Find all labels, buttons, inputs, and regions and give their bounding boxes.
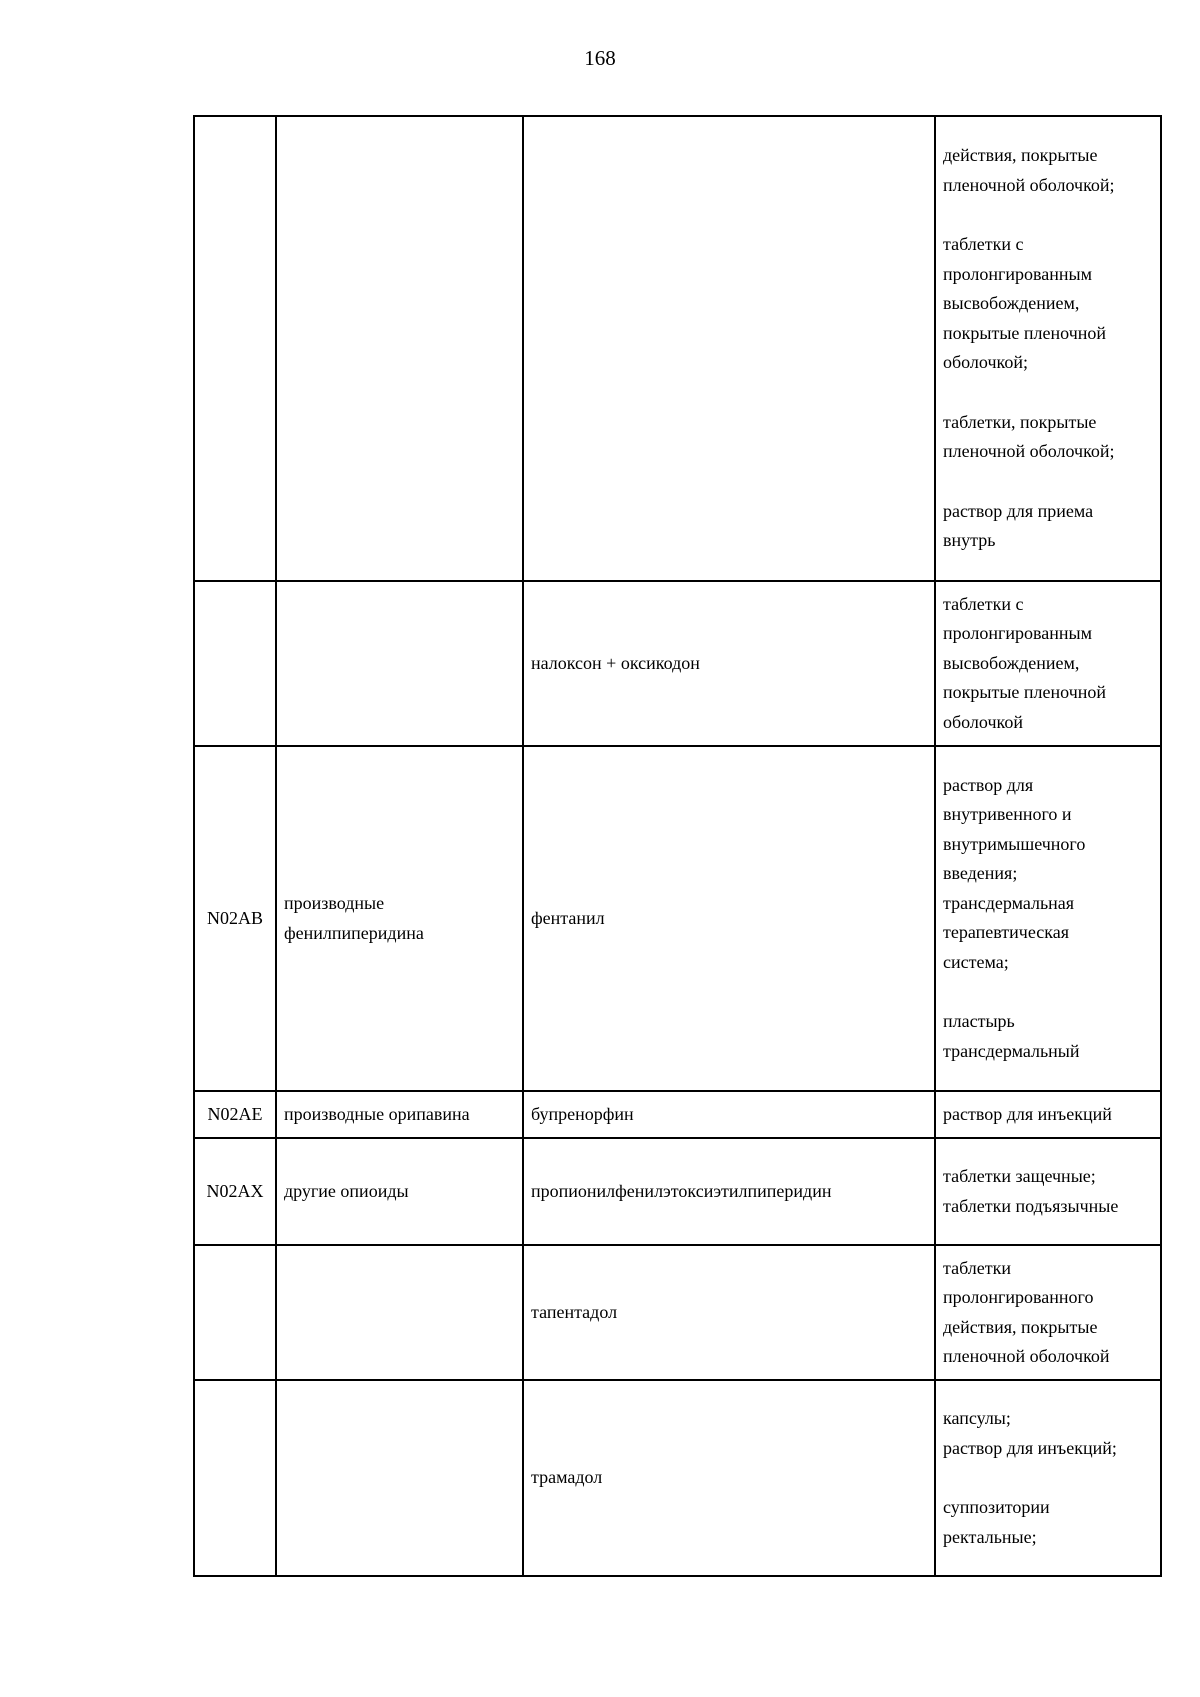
dosage-form-line: таблетки [943, 1257, 1012, 1278]
dosage-form-line: таблетки подъязычные [943, 1195, 1119, 1216]
substance-cell [523, 1091, 935, 1138]
dosage-forms-cell [935, 1245, 1161, 1380]
group-cell [276, 116, 523, 581]
dosage-form-line: ректальные; [943, 1526, 1037, 1547]
dosage-forms-cell [935, 116, 1161, 581]
paragraph-gap [943, 467, 1153, 497]
dosage-form-line: таблетки, покрытые [943, 411, 1097, 432]
atc-code-cell [194, 581, 276, 746]
dosage-forms-cell [935, 581, 1161, 746]
dosage-form-line: таблетки с [943, 593, 1024, 614]
dosage-form-line: раствор для инъекций [943, 1103, 1112, 1124]
table-row [194, 1138, 1161, 1245]
dosage-form-line: таблетки с [943, 234, 1024, 255]
paragraph-gap [943, 200, 1153, 230]
drug-table [193, 115, 1162, 1577]
paragraph-gap [943, 1463, 1153, 1493]
dosage-form-line: таблетки защечные; [943, 1166, 1096, 1186]
group-cell [276, 746, 523, 1091]
substance-cell [523, 1245, 935, 1380]
group-line: другие опиоиды [284, 1180, 409, 1201]
paragraph-gap [943, 977, 1153, 1007]
group-cell [276, 1245, 523, 1380]
dosage-form-line: пленочной оболочкой [943, 1346, 1110, 1366]
dosage-form-line: пролонгированного [943, 1287, 1094, 1307]
table-row [194, 1245, 1161, 1380]
atc-code-cell [194, 1138, 276, 1245]
table-row [194, 746, 1161, 1091]
dosage-form-line: оболочкой; [943, 352, 1028, 373]
page-number: 168 [584, 46, 616, 70]
substance-name: фентанил [531, 907, 605, 928]
dosage-form-line: суппозитории [943, 1497, 1050, 1517]
atc-code-cell [194, 1245, 276, 1380]
atc-code: N02AB [206, 907, 263, 928]
dosage-form-line: действия, покрытые [943, 145, 1098, 166]
substance-cell [523, 116, 935, 581]
dosage-form-line: трансдермальная [943, 892, 1075, 913]
table-body [194, 116, 1161, 1576]
group-cell [276, 581, 523, 746]
group-line: фенилпиперидина [284, 922, 424, 943]
dosage-form-line: трансдермальный [943, 1040, 1080, 1061]
dosage-forms-cell [935, 1138, 1161, 1245]
substance-name: пропионилфенилэтоксиэтилпиперидин [531, 1180, 832, 1201]
group-cell [276, 1138, 523, 1245]
table-row [194, 1091, 1161, 1138]
dosage-form-line: введения; [943, 863, 1018, 884]
atc-code: N02AX [206, 1180, 264, 1201]
substance-name: трамадол [531, 1467, 603, 1488]
dosage-form-line: пленочной оболочкой; [943, 441, 1115, 462]
substance-name: тапентадол [531, 1301, 618, 1322]
substance-name: бупренорфин [531, 1103, 634, 1124]
dosage-form-line: раствор для [943, 774, 1034, 795]
table-row [194, 116, 1161, 581]
dosage-form-line: оболочкой [943, 711, 1023, 732]
atc-code-cell [194, 116, 276, 581]
dosage-form-line: внутримышечного [943, 833, 1086, 854]
dosage-forms-cell [935, 1380, 1161, 1576]
dosage-form-line: покрытые пленочной [943, 682, 1107, 703]
dosage-form-line: высвобождением, [943, 293, 1080, 314]
group-cell [276, 1091, 523, 1138]
dosage-form-line: раствор для приема [943, 500, 1094, 521]
atc-code-cell [194, 746, 276, 1091]
atc-code: N02AE [207, 1103, 263, 1124]
paragraph-gap [943, 378, 1153, 408]
dosage-form-line: действия, покрытые [943, 1316, 1098, 1337]
dosage-form-line: пластырь [943, 1011, 1015, 1032]
dosage-form-line: пролонгированным [943, 263, 1093, 284]
dosage-form-line: капсулы; [943, 1408, 1011, 1428]
dosage-form-line: высвобождением, [943, 652, 1080, 673]
group-line: производные орипавина [284, 1103, 470, 1124]
dosage-form-line: пленочной оболочкой; [943, 174, 1115, 195]
dosage-form-line: внутривенного и [943, 804, 1072, 825]
dosage-form-line: внутрь [943, 530, 996, 551]
substance-cell [523, 581, 935, 746]
atc-code-cell [194, 1380, 276, 1576]
dosage-forms-cell [935, 746, 1161, 1091]
substance-cell [523, 746, 935, 1091]
substance-name: налоксон + оксикодон [531, 652, 700, 673]
group-line: производные [284, 893, 385, 913]
dosage-form-line: система; [943, 951, 1009, 972]
dosage-form-line: терапевтическая [943, 922, 1069, 943]
atc-code-cell [194, 1091, 276, 1138]
substance-cell [523, 1380, 935, 1576]
group-cell [276, 1380, 523, 1576]
dosage-form-line: покрытые пленочной [943, 322, 1107, 343]
table-row [194, 581, 1161, 746]
dosage-form-line: пролонгированным [943, 623, 1093, 644]
dosage-forms-cell [935, 1091, 1161, 1138]
table-row [194, 1380, 1161, 1576]
substance-cell [523, 1138, 935, 1245]
dosage-form-line: раствор для инъекций; [943, 1437, 1117, 1458]
